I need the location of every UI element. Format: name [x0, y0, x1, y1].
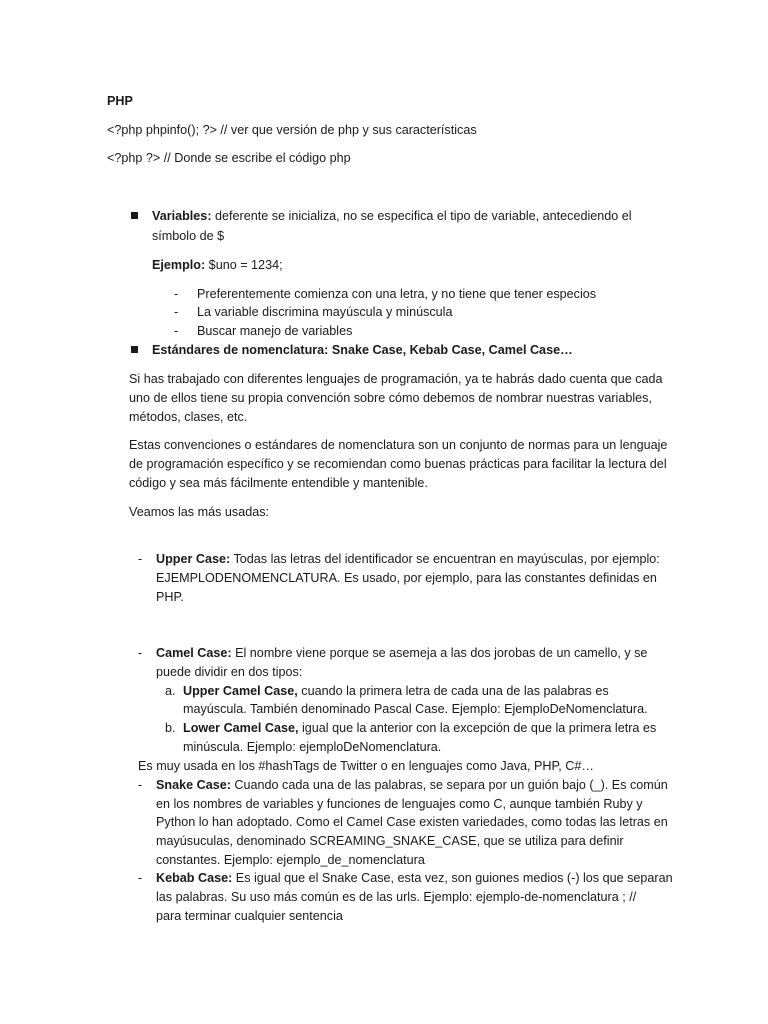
camel-b-marker: b.: [165, 721, 176, 735]
conv-line-2: de programación específico y se recomiendan como buenas prácticas para facilitar la lectura del: [129, 457, 667, 471]
estandares-title: Estándares de nomenclatura: Snake Case, Kebab Case, Camel Case…: [152, 343, 573, 357]
camel-label: Camel Case:: [156, 646, 232, 660]
upper-line-3: PHP.: [156, 590, 184, 604]
variables-label: Variables:: [152, 209, 212, 223]
snake-text-1: Cuando cada una de las palabras, se separa por un guión bajo (_). Es común: [230, 778, 668, 792]
kebab-line-3: para terminar cualquier sentencia: [156, 909, 343, 923]
square-bullet-icon: [131, 212, 138, 219]
snake-line-2: en los nombres de variables y funciones de lenguajes como C, aunque también Ruby y: [156, 797, 643, 811]
hashtags-line: Es muy usada en los #hashTags de Twitter o en lenguajes como Java, PHP, C#…: [138, 759, 594, 773]
variables-line-2: símbolo de $: [152, 229, 225, 243]
variables-point-1: Preferentemente comienza con una letra, y no tiene que tener especios: [197, 287, 597, 301]
dash-marker: -: [174, 305, 179, 319]
kebab-label: Kebab Case:: [156, 871, 233, 885]
square-bullet-icon: [131, 346, 138, 353]
upper-label: Upper Case:: [156, 552, 231, 566]
line-php-tags: <?php ?> // Donde se escribe el código php: [107, 151, 351, 165]
camel-line-2: puede dividir en dos tipos:: [156, 665, 303, 679]
dash-marker: -: [174, 324, 179, 338]
variables-point-2: La variable discrimina mayúscula y minúscula: [197, 305, 453, 319]
conv-line-1: Estas convenciones o estándares de nomenclatura son un conjunto de normas para un lenguaje: [129, 438, 668, 452]
veamos-line: Veamos las más usadas:: [129, 505, 270, 519]
intro-line-3: métodos, clases, etc.: [129, 410, 248, 424]
camel-a-line-2: mayúscula. También denominado Pascal Case. Ejemplo: EjemploDeNomenclatura.: [183, 702, 648, 716]
upper-text-1: Todas las letras del identificador se encuentran en mayúsculas, por ejemplo:: [230, 552, 660, 566]
camel-a-marker: a.: [165, 684, 176, 698]
kebab-text-1: Es igual que el Snake Case, esta vez, son guiones medios (-) los que separan: [232, 871, 673, 885]
camel-b-label: Lower Camel Case,: [183, 721, 299, 735]
camel-b-line-1: [183, 719, 656, 738]
camel-text-1: El nombre viene porque se asemeja a las dos jorobas de un camello, y se: [231, 646, 648, 660]
upper-line-1: [156, 550, 660, 569]
dash-marker: -: [138, 646, 143, 660]
intro-line-1: Si has trabajado con diferentes lenguajes de programación, ya te habrás dado cuenta que cada: [129, 372, 663, 386]
line-phpinfo: <?php phpinfo(); ?> // ver que versión de php y sus características: [107, 123, 477, 137]
example-value: $uno = 1234;: [205, 258, 283, 272]
example-label: Ejemplo:: [152, 258, 206, 272]
variables-text-1: deferente se inicializa, no se especifica el tipo de variable, antecediendo el: [211, 209, 632, 223]
snake-line-5: constantes. Ejemplo: ejemplo_de_nomenclatura: [156, 853, 425, 867]
camel-a-label: Upper Camel Case,: [183, 684, 298, 698]
conv-line-3: código y sea más fácilmente entendible y mantenible.: [129, 476, 428, 490]
snake-line-1: [156, 776, 668, 795]
heading-php: PHP: [107, 94, 133, 108]
upper-line-2: EJEMPLODENOMENCLATURA. Es usado, por ejemplo, para las constantes definidas en: [156, 571, 657, 585]
camel-a-line-1: [183, 682, 609, 701]
dash-marker: -: [174, 287, 179, 301]
dash-marker: -: [138, 778, 143, 792]
variables-line-1: [152, 207, 632, 226]
camel-b-text-1: igual que la anterior con la excepción de que la primera letra es: [298, 721, 657, 735]
snake-label: Snake Case:: [156, 778, 231, 792]
dash-marker: -: [138, 552, 143, 566]
kebab-line-1: [156, 869, 673, 888]
kebab-line-2: las palabras. Su uso más común es de las urls. Ejemplo: ejemplo-de-nomenclatura ; //: [156, 890, 637, 904]
camel-a-text-1: cuando la primera letra de cada una de las palabras es: [297, 684, 609, 698]
variables-example: [152, 256, 283, 275]
camel-line-1: [156, 644, 647, 663]
camel-b-line-2: minúscula. Ejemplo: ejemploDeNomenclatura.: [183, 740, 442, 754]
snake-line-3: Python lo han adoptado. Como el Camel Case existen variedades, como todas las letras en: [156, 815, 668, 829]
intro-line-2: uno de ellos tiene su propia convención sobre cómo debemos de nombrar nuestras variables,: [129, 391, 652, 405]
variables-point-3: Buscar manejo de variables: [197, 324, 353, 338]
snake-line-4: mayúsuculas, denominado SCREAMING_SNAKE_CASE, que se utiliza para definir: [156, 834, 624, 848]
dash-marker: -: [138, 871, 143, 885]
